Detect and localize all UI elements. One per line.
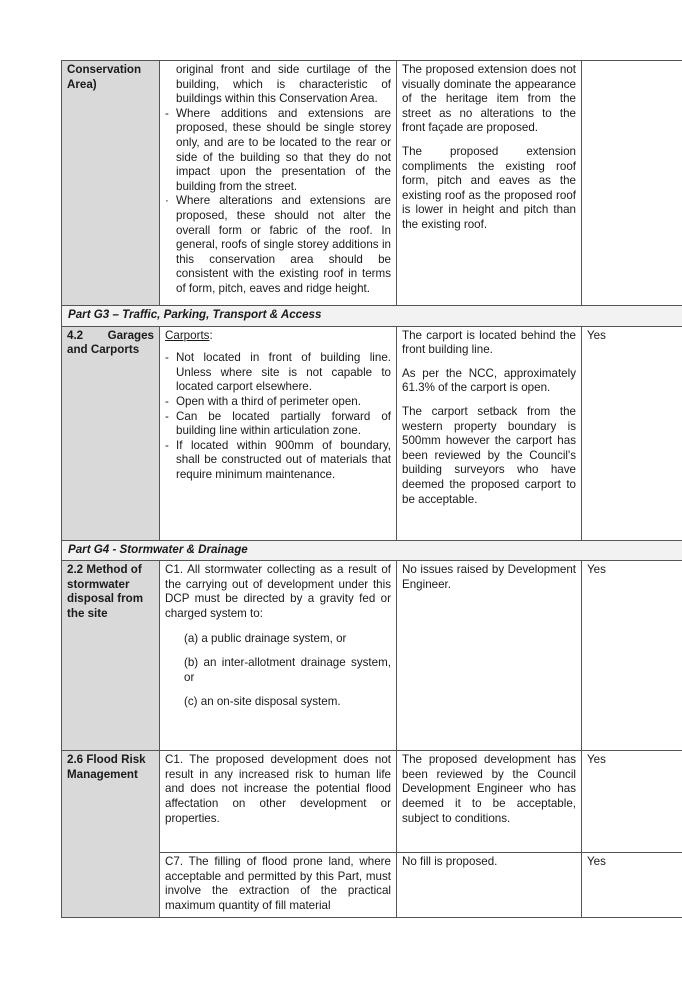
section-row-g3 (62, 306, 682, 327)
list-item: - Where additions and extensions are proposed, these should be single storey only, and are to be located to the rear or side of the building so that they do not impact upon the presentation of the building from the street. (165, 107, 391, 195)
comments-cell-garages (397, 326, 582, 540)
compliance-cell-stormwater: Yes (582, 561, 682, 751)
controls-title: Carports: (165, 328, 213, 342)
row-heading-stormwater: 2.2 Method of stormwater disposal from the site (62, 561, 160, 751)
comment-text: The proposed extension compliments the existing roof form, pitch and eaves as the existing roof as the proposed roof is lower in height and pitch than the existing roof. (402, 144, 576, 231)
table-row-stormwater (62, 561, 682, 751)
comment-text: As per the NCC, approximately 61.3% of the carport is open. (402, 366, 576, 395)
table-row-conservation (62, 61, 682, 306)
controls-list (165, 107, 391, 297)
comments-cell-flood-c7: No fill is proposed. (397, 853, 582, 917)
compliance-cell-flood-c1: Yes (582, 751, 682, 853)
section-heading: Part G4 - Stormwater & Drainage (62, 540, 682, 561)
list-item: - Open with a third of perimeter open. (165, 395, 391, 410)
option-text: (a) a public drainage system, or (184, 631, 347, 645)
controls-list (165, 351, 391, 482)
controls-cell-conservation (160, 61, 397, 306)
controls-cell-flood-c1: C1. The proposed development does not result in any increased risk to human life and does not increase the potential flood affectation on other development or properties. (160, 751, 397, 853)
table-row-flood-c1 (62, 751, 682, 853)
controls-cell-stormwater (160, 561, 397, 751)
controls-cell-flood-c7: C7. The filling of flood prone land, where acceptable and permitted by this Part, must involve the extraction of the practical maximum quantity of fill material (160, 853, 397, 917)
compliance-cell-conservation (582, 61, 682, 306)
list-item: - Can be located partially forward of building line within articulation zone. (165, 410, 391, 439)
section-heading: Part G3 – Traffic, Parking, Transport & Access (62, 306, 682, 327)
option-text: (c) an on-site disposal system. (184, 695, 341, 709)
comment-text: The proposed extension does not visually dominate the appearance of the heritage item from the street as no alterations to the front façade are proposed. (402, 63, 576, 135)
control-text: C1. All stormwater collecting as a result of the carrying out of development under this DCP must be directed by a gravity fed or charged system to: (165, 563, 391, 620)
comments-cell-stormwater: No issues raised by Development Engineer. (397, 561, 582, 751)
control-text: original front and side curtilage of the building, which is characteristic of buildings within this Conservation Area. (176, 63, 391, 106)
comment-text: The carport setback from the western property boundary is 500mm however the carport has been reviewed by the Council's building surveyors who have deemed the proposed carport to be acceptable. (402, 404, 576, 506)
table-row-garages (62, 326, 682, 540)
comment-text: The carport is located behind the front building line. (402, 328, 576, 357)
compliance-table (61, 60, 682, 918)
compliance-cell-garages: Yes (582, 326, 682, 540)
comments-cell-flood-c1: The proposed development has been reviewed by the Council Development Engineer who has deemed it to be acceptable, subject to conditions. (397, 751, 582, 853)
option-text: (b) an inter-allotment drainage system, or (184, 656, 391, 684)
row-heading-flood: 2.6 Flood Risk Management (62, 751, 160, 917)
list-item: - If located within 900mm of boundary, shall be constructed out of materials that require minimum maintenance. (165, 439, 391, 483)
section-row-g4 (62, 540, 682, 561)
comments-cell-conservation (397, 61, 582, 306)
row-heading-garages: 4.2 Garages and Carports (62, 326, 160, 540)
list-item: · Where alterations and extensions are proposed, these should not alter the overall form or fabric of the roof. In general, roofs of single storey additions in this conservation area should be consistent with the existing roof in terms of form, pitch, eaves and ridge height. (165, 194, 391, 296)
row-heading-conservation: Conservation Area) (62, 61, 160, 306)
controls-cell-garages (160, 326, 397, 540)
compliance-cell-flood-c7: Yes (582, 853, 682, 917)
list-item: - Not located in front of building line. Unless where site is not capable to located carport elsewhere. (165, 351, 391, 395)
